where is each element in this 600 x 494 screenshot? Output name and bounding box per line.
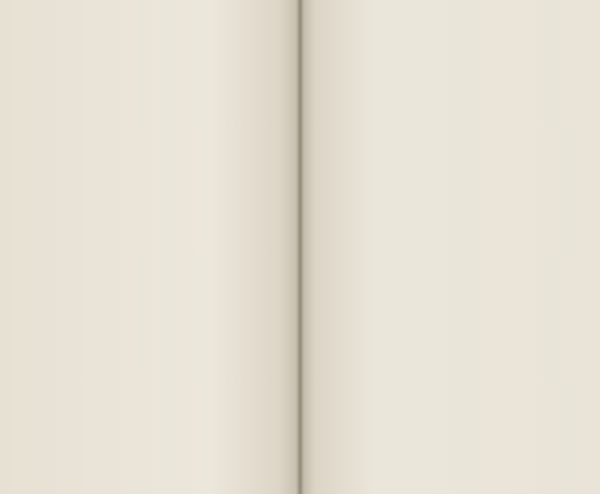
running-head [12,10,282,22]
bibliography-entry [12,38,282,48]
introduction-page [300,0,600,494]
introduction-block [336,55,588,95]
contents-block [12,10,282,48]
book-gutter [296,0,304,494]
section-title [12,22,282,38]
introduction-title [328,55,588,95]
